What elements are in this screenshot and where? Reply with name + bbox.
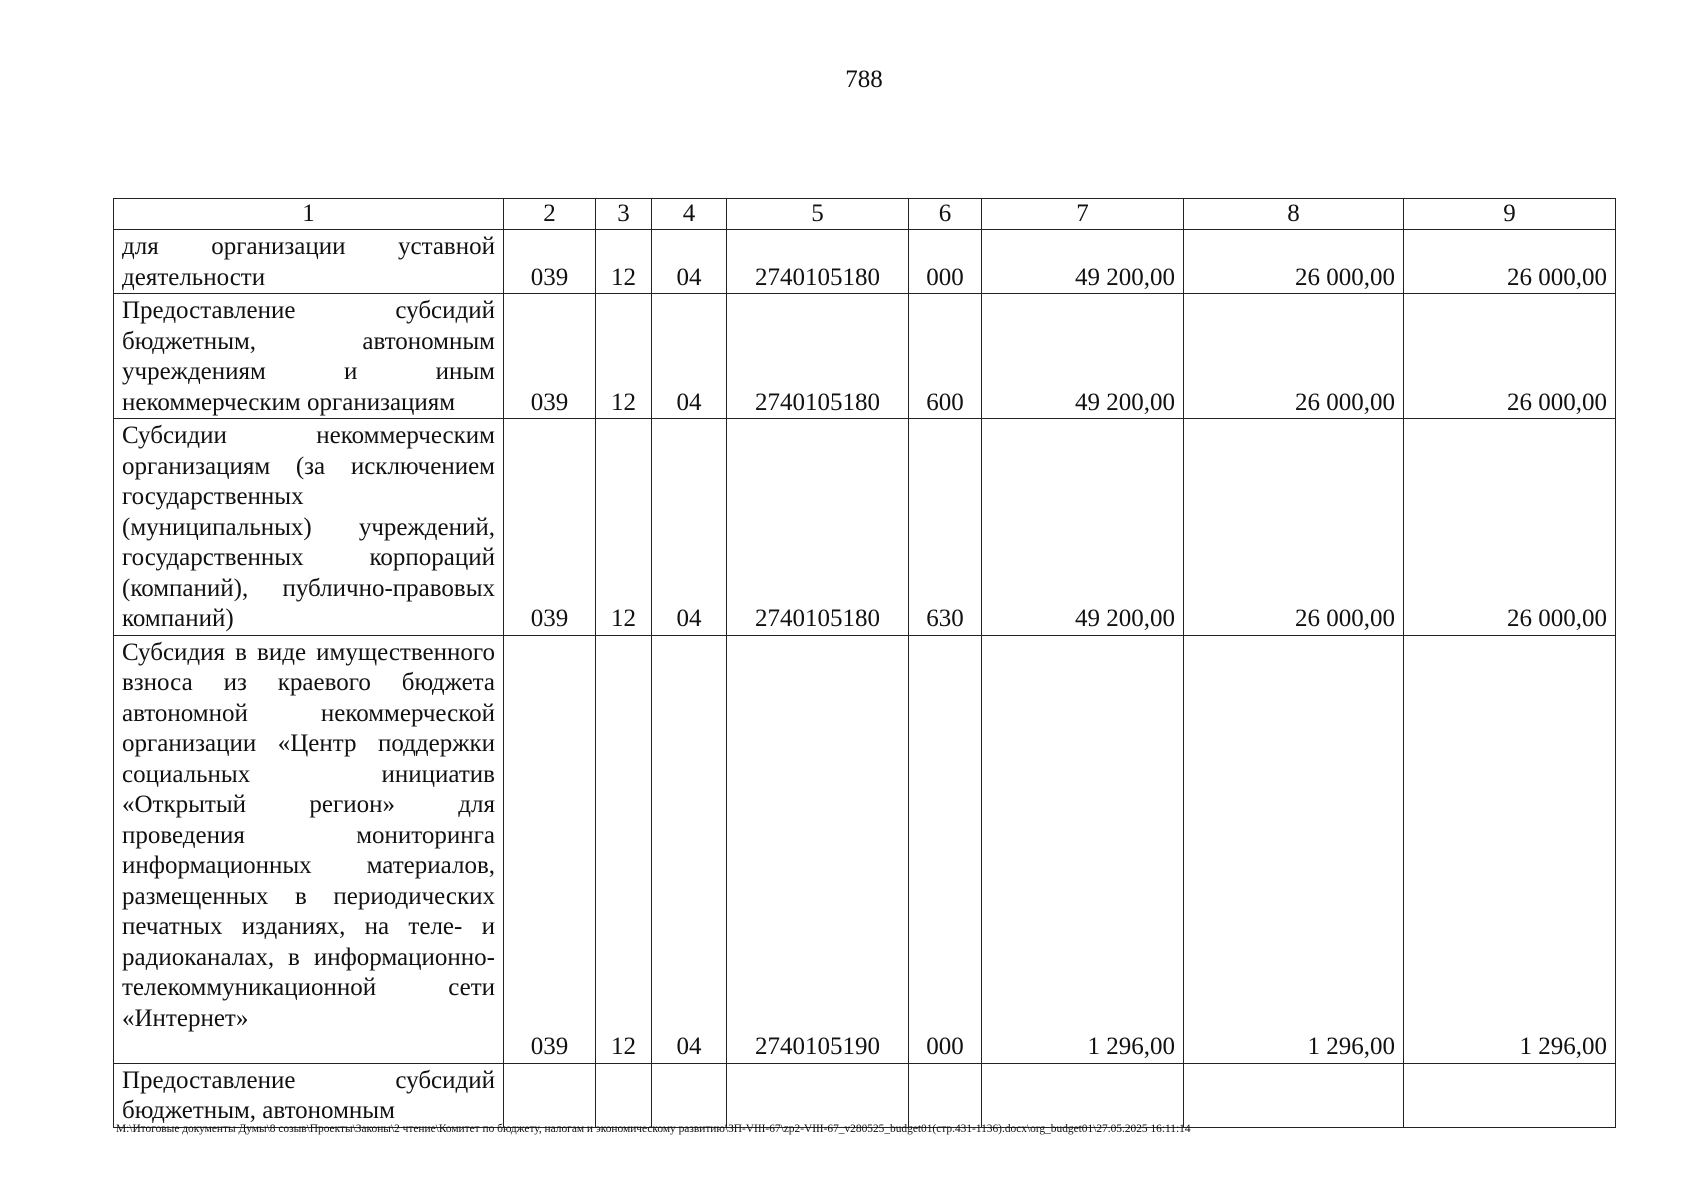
row-description-text: для организации уставной деятельности <box>122 233 495 291</box>
cell-amount-8: 26 000,00 <box>1184 294 1404 419</box>
document-file-path: M:\Итоговые документы Думы\8 созыв\Проекты\Законы\2 чтение\Комитет по бюджету, налогам и экономическому развитию\ЗП-VIII-67\zp2-VIII-67_v280525_budget01(стр.431-1136).docx\org_budget01\27.05.2025 16:11:14 <box>116 1123 1191 1135</box>
cell-ministry-code: 039 <box>504 230 596 294</box>
row-description-text: Субсидия в виде имущественного взноса из краевого бюджета автономной некоммерческой организации «Центр поддержки социальных инициатив «Открытый регион» для проведения мониторинга информационных материалов, размещенных в периодических печатных изданиях, на теле- и радиоканалах, в информационно-телекоммуникационной сети «Интернет» <box>122 638 495 1032</box>
cell-amount-9: 1 296,00 <box>1404 635 1616 1063</box>
cell-expense-type: 630 <box>909 419 982 636</box>
column-header-1: 1 <box>114 199 504 230</box>
cell-expense-type: 000 <box>909 635 982 1063</box>
cell-target-article: 2740105180 <box>727 230 909 294</box>
cell-target-article <box>727 1063 909 1127</box>
cell-ministry-code: 039 <box>504 294 596 419</box>
cell-expense-type: 000 <box>909 230 982 294</box>
cell-amount-7: 49 200,00 <box>982 294 1184 419</box>
table-row <box>114 294 1616 419</box>
cell-target-article: 2740105190 <box>727 635 909 1063</box>
column-header-3: 3 <box>596 199 652 230</box>
cell-subsection-code: 04 <box>652 635 727 1063</box>
cell-ministry-code <box>504 1063 596 1127</box>
cell-section-code: 12 <box>596 635 652 1063</box>
cell-amount-7: 1 296,00 <box>982 635 1184 1063</box>
cell-section-code: 12 <box>596 294 652 419</box>
table-row <box>114 230 1616 294</box>
row-description <box>114 230 504 294</box>
row-description-text: Предоставление субсидий бюджетным, автономным <box>122 1066 495 1124</box>
column-header-5: 5 <box>727 199 909 230</box>
row-description-text: Предоставление субсидий бюджетным, автономным учреждениям и иным некоммерческим организациям <box>122 297 495 416</box>
cell-expense-type: 600 <box>909 294 982 419</box>
cell-amount-9 <box>1404 1063 1616 1127</box>
cell-amount-7: 49 200,00 <box>982 419 1184 636</box>
row-description <box>114 419 504 636</box>
row-description <box>114 294 504 419</box>
column-header-6: 6 <box>909 199 982 230</box>
cell-target-article: 2740105180 <box>727 294 909 419</box>
cell-subsection-code: 04 <box>652 230 727 294</box>
row-description-text: Субсидии некоммерческим организациям (за исключением государственных (муниципальных) учреждений, государственных корпораций (компаний), публично-правовых компаний) <box>122 422 495 632</box>
cell-section-code: 12 <box>596 230 652 294</box>
cell-amount-9: 26 000,00 <box>1404 419 1616 636</box>
budget-table <box>113 198 1616 1128</box>
row-description <box>114 1063 504 1127</box>
cell-amount-8 <box>1184 1063 1404 1127</box>
cell-target-article: 2740105180 <box>727 419 909 636</box>
cell-subsection-code: 04 <box>652 419 727 636</box>
cell-amount-9: 26 000,00 <box>1404 294 1616 419</box>
header-row <box>114 199 1616 230</box>
cell-amount-7 <box>982 1063 1184 1127</box>
cell-amount-8: 1 296,00 <box>1184 635 1404 1063</box>
cell-section-code: 12 <box>596 419 652 636</box>
column-header-4: 4 <box>652 199 727 230</box>
column-header-9: 9 <box>1404 199 1616 230</box>
cell-ministry-code: 039 <box>504 635 596 1063</box>
cell-expense-type <box>909 1063 982 1127</box>
cell-ministry-code: 039 <box>504 419 596 636</box>
cell-amount-8: 26 000,00 <box>1184 230 1404 294</box>
page-number: 788 <box>845 66 883 93</box>
row-description <box>114 635 504 1063</box>
cell-subsection-code: 04 <box>652 294 727 419</box>
cell-section-code <box>596 1063 652 1127</box>
column-header-2: 2 <box>504 199 596 230</box>
column-header-7: 7 <box>982 199 1184 230</box>
table-row <box>114 419 1616 636</box>
table-row <box>114 635 1616 1063</box>
table-row <box>114 1063 1616 1127</box>
column-header-8: 8 <box>1184 199 1404 230</box>
cell-amount-8: 26 000,00 <box>1184 419 1404 636</box>
cell-amount-9: 26 000,00 <box>1404 230 1616 294</box>
cell-amount-7: 49 200,00 <box>982 230 1184 294</box>
cell-subsection-code <box>652 1063 727 1127</box>
